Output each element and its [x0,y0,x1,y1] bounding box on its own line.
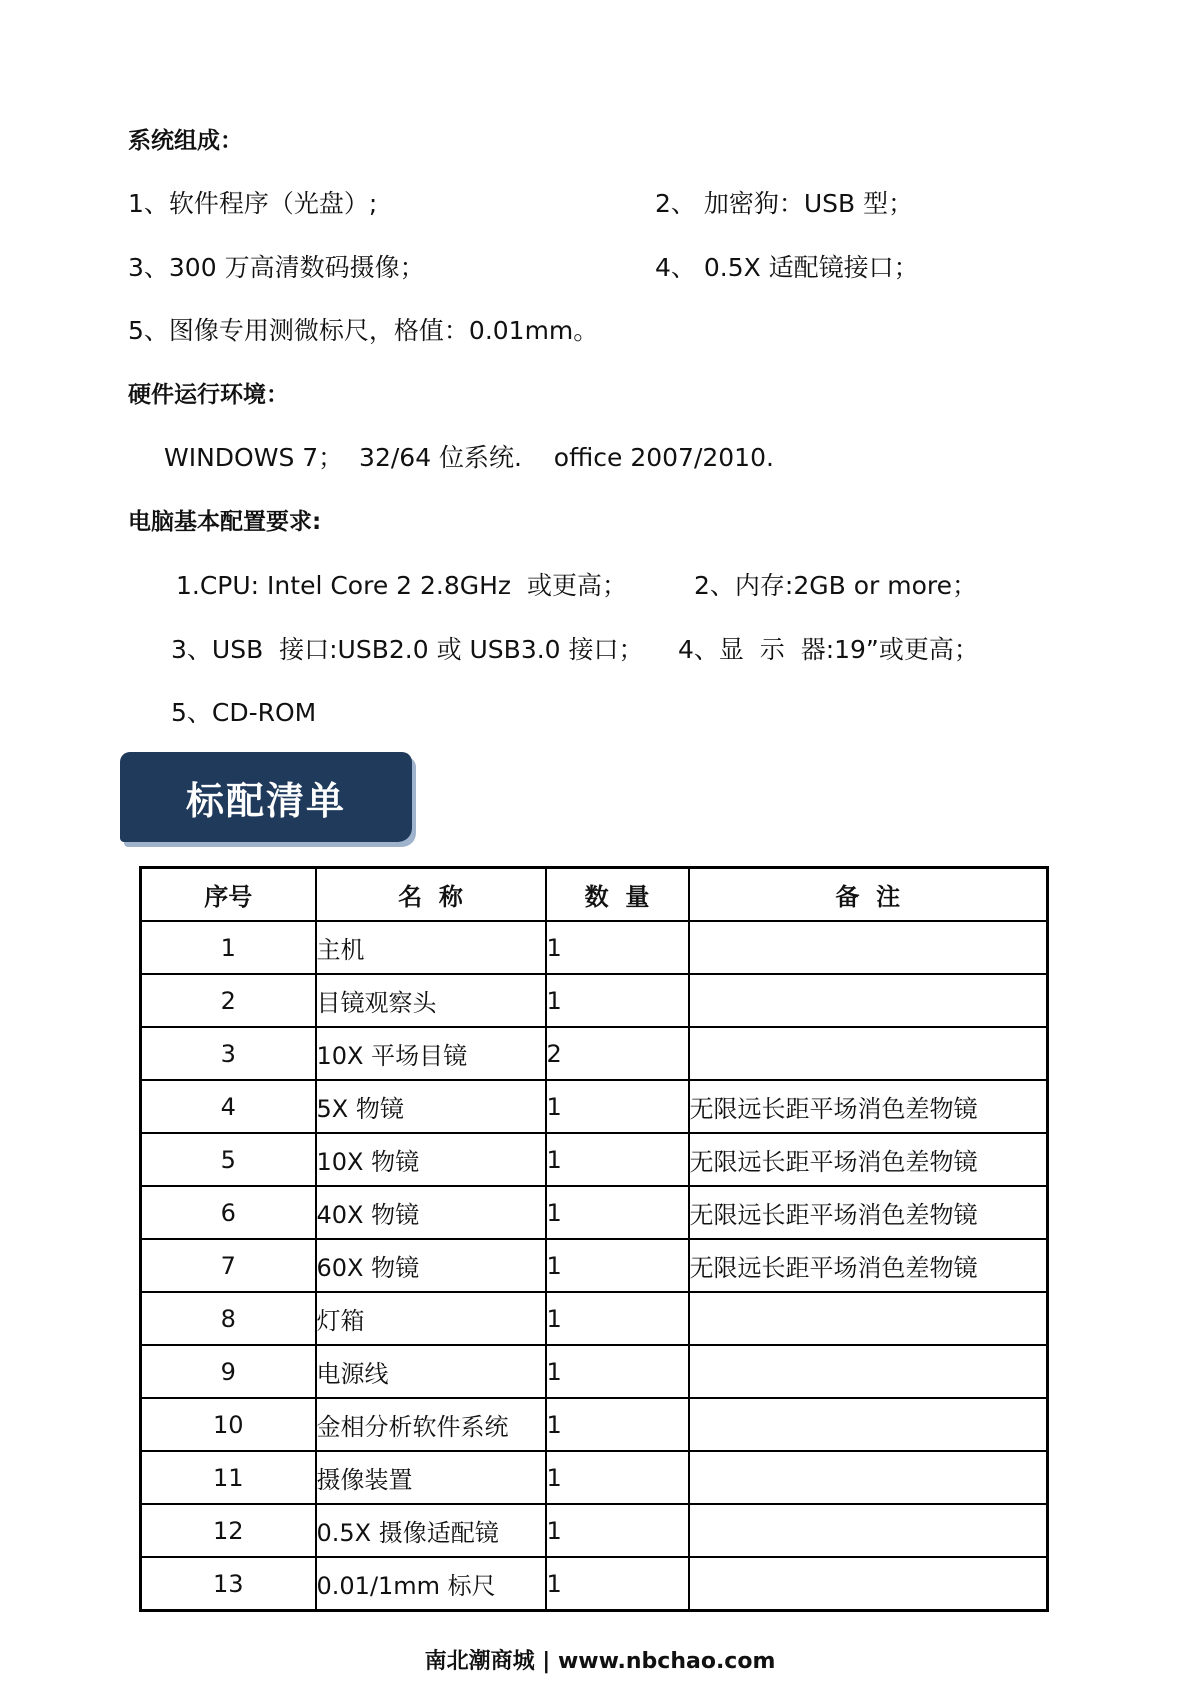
header-no: 序号 [141,868,316,922]
standard-list-banner [120,752,412,842]
computer-item-1: 1.CPU: Intel Core 2 2.8GHz 或更高； [176,571,627,600]
system-item-1: 1、软件程序（光盘）; [128,189,378,218]
cell-remark [689,921,1048,974]
table-row [141,1027,1048,1080]
system-item-3: 3、300 万高清数码摄像； [128,253,425,282]
table-row [141,1504,1048,1557]
cell-no: 11 [141,1451,316,1504]
cell-no: 12 [141,1504,316,1557]
cell-qty: 1 [546,1080,689,1133]
banner-title: 标配清单 [185,778,346,823]
cell-name: 目镜观察头 [316,974,546,1027]
cell-qty: 1 [546,1398,689,1451]
cell-remark: 无限远长距平场消色差物镜 [689,1186,1048,1239]
computer-item-4: 4、显 示 器:19”或更高； [678,635,979,664]
cell-remark [689,1504,1048,1557]
system-heading: 系统组成： [128,128,243,154]
computer-item-3: 3、USB 接口:USB2.0 或 USB3.0 接口； [171,635,644,664]
cell-remark [689,1292,1048,1345]
cell-name: 10X 平场目镜 [316,1027,546,1080]
cell-remark [689,974,1048,1027]
system-item-4: 4、 0.5X 适配镜接口； [655,253,919,282]
cell-qty: 1 [546,921,689,974]
cell-remark: 无限远长距平场消色差物镜 [689,1133,1048,1186]
cell-name: 0.01/1mm 标尺 [316,1557,546,1611]
system-item-2: 2、 加密狗：USB 型； [655,189,914,218]
system-item-5: 5、图像专用测微标尺，格值：0.01mm。 [128,316,599,345]
cell-no: 3 [141,1027,316,1080]
cell-qty: 1 [546,1133,689,1186]
cell-qty: 1 [546,974,689,1027]
hardware-line: WINDOWS 7； 32/64 位系统. office 2007/2010. [164,443,774,472]
cell-no: 2 [141,974,316,1027]
computer-item-2: 2、内存:2GB or more； [694,571,977,600]
cell-name: 40X 物镜 [316,1186,546,1239]
cell-name: 灯箱 [316,1292,546,1345]
cell-remark [689,1027,1048,1080]
table-row [141,1292,1048,1345]
cell-qty: 1 [546,1239,689,1292]
table-row [141,1345,1048,1398]
cell-remark [689,1557,1048,1611]
cell-no: 13 [141,1557,316,1611]
hardware-heading: 硬件运行环境： [128,382,289,408]
table-row [141,1186,1048,1239]
cell-qty: 1 [546,1292,689,1345]
cell-no: 8 [141,1292,316,1345]
cell-qty: 1 [546,1451,689,1504]
cell-qty: 1 [546,1186,689,1239]
cell-name: 主机 [316,921,546,974]
table-row [141,921,1048,974]
cell-no: 5 [141,1133,316,1186]
table-row [141,1133,1048,1186]
footer-site: 南北潮商城 | www.nbchao.com [424,1649,776,1674]
computer-item-5: 5、CD-ROM [171,698,317,727]
cell-name: 60X 物镜 [316,1239,546,1292]
cell-name: 电源线 [316,1345,546,1398]
header-qty: 数 量 [546,868,689,922]
cell-name: 5X 物镜 [316,1080,546,1133]
cell-no: 4 [141,1080,316,1133]
table-header-row [141,868,1048,922]
cell-name: 摄像装置 [316,1451,546,1504]
cell-remark [689,1345,1048,1398]
cell-remark [689,1398,1048,1451]
computer-heading: 电脑基本配置要求: [128,509,322,535]
cell-no: 10 [141,1398,316,1451]
cell-no: 9 [141,1345,316,1398]
cell-name: 金相分析软件系统 [316,1398,546,1451]
header-name: 名 称 [316,868,546,922]
cell-no: 1 [141,921,316,974]
standard-list-table [139,866,1049,1612]
cell-remark: 无限远长距平场消色差物镜 [689,1239,1048,1292]
cell-name: 10X 物镜 [316,1133,546,1186]
table-row [141,974,1048,1027]
cell-no: 7 [141,1239,316,1292]
cell-name: 0.5X 摄像适配镜 [316,1504,546,1557]
table-row [141,1398,1048,1451]
table-row [141,1080,1048,1133]
cell-qty: 1 [546,1557,689,1611]
cell-remark [689,1451,1048,1504]
cell-remark: 无限远长距平场消色差物镜 [689,1080,1048,1133]
header-remark: 备 注 [689,868,1048,922]
table-row [141,1557,1048,1611]
cell-qty: 1 [546,1504,689,1557]
cell-no: 6 [141,1186,316,1239]
cell-qty: 2 [546,1027,689,1080]
table-row [141,1451,1048,1504]
cell-qty: 1 [546,1345,689,1398]
table-row [141,1239,1048,1292]
